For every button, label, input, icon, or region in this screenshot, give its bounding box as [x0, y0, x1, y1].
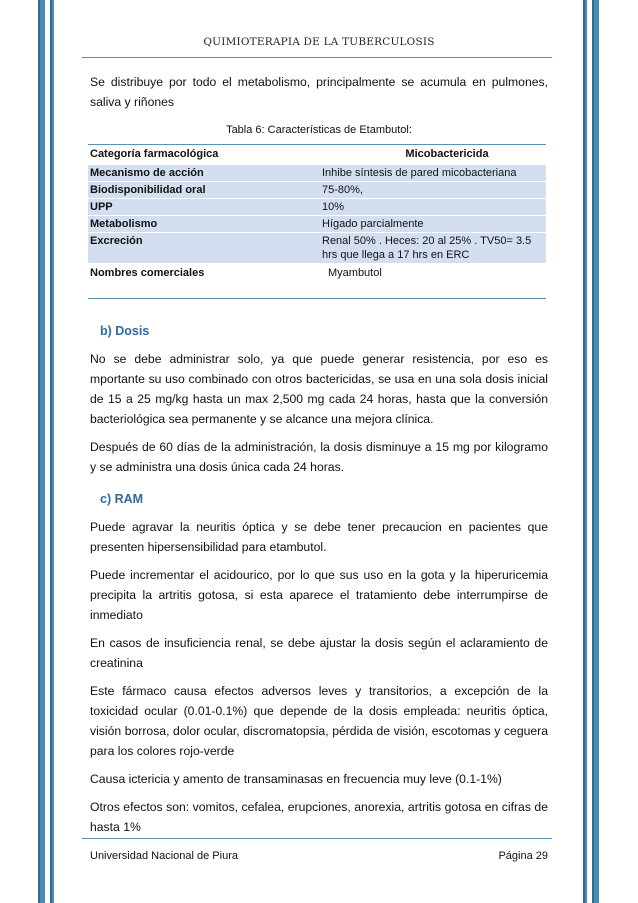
table-cell-value: Hígado parcialmente	[320, 216, 546, 233]
left-border-bar	[38, 0, 45, 903]
left-border-bar-inner	[50, 0, 54, 903]
paragraph: No se debe administrar solo, ya que puede generar resistencia, por eso es mportante su uso combinado con otros bactericidas, se usa en una sola dosis inicial de 15 a 25 mg/kg hasta un max 2,500 mg cada 24 horas, hasta que la conversión bacteriológica sea permanente y se alcance una mejora clínica.	[90, 352, 548, 426]
table-header-row	[88, 145, 546, 165]
table-row	[88, 165, 546, 182]
paragraph: Otros efectos son: vomitos, cefalea, erupciones, anorexia, artritis gotosa en cifras de hasta 1%	[90, 800, 548, 834]
footer-page-number: Página 29	[498, 850, 548, 862]
table-row	[88, 199, 546, 216]
paragraph: Puede incrementar el acidourico, por lo que sus uso en la gota y la hiperuricemia precipita la artritis gotosa, si esta aparece el tratamiento debe interrumpirse de inmediato	[90, 568, 548, 622]
paragraph: Este fármaco causa efectos adversos leves y transitorios, a excepción de la toxicidad ocular (0.01-0.1%) que depende de la dosis empleada: neuritis óptica, visión borrosa, dolor ocular, discromatopsia, pérdida de visión, escotomas y ceguera para los colores rojo-verde	[90, 684, 548, 758]
table-cell-key: Mecanismo de acción	[88, 165, 320, 182]
table-row	[88, 233, 546, 264]
page-footer	[90, 850, 548, 862]
table-header-value: Micobactericida	[320, 145, 546, 165]
table-cell-key: Nombres comerciales	[88, 263, 320, 299]
table-cell-key: Metabolismo	[88, 216, 320, 233]
table-cell-value: Renal 50% . Heces: 20 al 25% . TV50= 3.5 hrs que llega a 17 hrs en ERC	[320, 233, 546, 264]
paragraph: Causa ictericia y amento de transaminasas en frecuencia muy leve (0.1-1%)	[90, 772, 502, 786]
table-row	[88, 216, 546, 233]
section-title-ram: c) RAM	[100, 492, 144, 506]
page-header: QUIMIOTERAPIA DE LA TUBERCULOSIS	[203, 36, 435, 48]
header-rule	[82, 57, 552, 58]
table-cell-value: Inhibe síntesis de pared micobacteriana	[320, 165, 546, 182]
table-cell-value: Myambutol	[320, 263, 546, 299]
table-cell-value: 10%	[320, 199, 546, 216]
etambutol-table	[88, 144, 546, 299]
paragraph: Puede agravar la neuritis óptica y se debe tener precaucion en pacientes que presenten hipersensibilidad para etambutol.	[90, 520, 548, 554]
right-border-bar-inner	[583, 0, 587, 903]
paragraph: En casos de insuficiencia renal, se debe ajustar la dosis según el aclaramiento de creatinina	[90, 636, 548, 670]
table-header-key: Categoría farmacológica	[88, 145, 320, 165]
page-content	[90, 72, 548, 845]
footer-university: Universidad Nacional de Piura	[90, 850, 238, 862]
table-row	[88, 263, 546, 299]
paragraph: Después de 60 días de la administración, la dosis disminuye a 15 mg por kilogramo y se administra una dosis única cada 24 horas.	[90, 440, 548, 474]
right-border-bar	[592, 0, 599, 903]
table-row	[88, 182, 546, 199]
table-cell-value: 75-80%,	[320, 182, 546, 199]
table-cell-key: UPP	[88, 199, 320, 216]
table-cell-key: Biodisponibilidad oral	[88, 182, 320, 199]
table-cell-key: Excreción	[88, 233, 320, 264]
table-caption: Tabla 6: Características de Etambutol:	[226, 124, 412, 136]
footer-rule	[82, 838, 552, 839]
intro-paragraph: Se distribuye por todo el metabolismo, principalmente se acumula en pulmones, saliva y riñones	[90, 75, 548, 109]
section-title-dosis: b) Dosis	[100, 324, 150, 338]
